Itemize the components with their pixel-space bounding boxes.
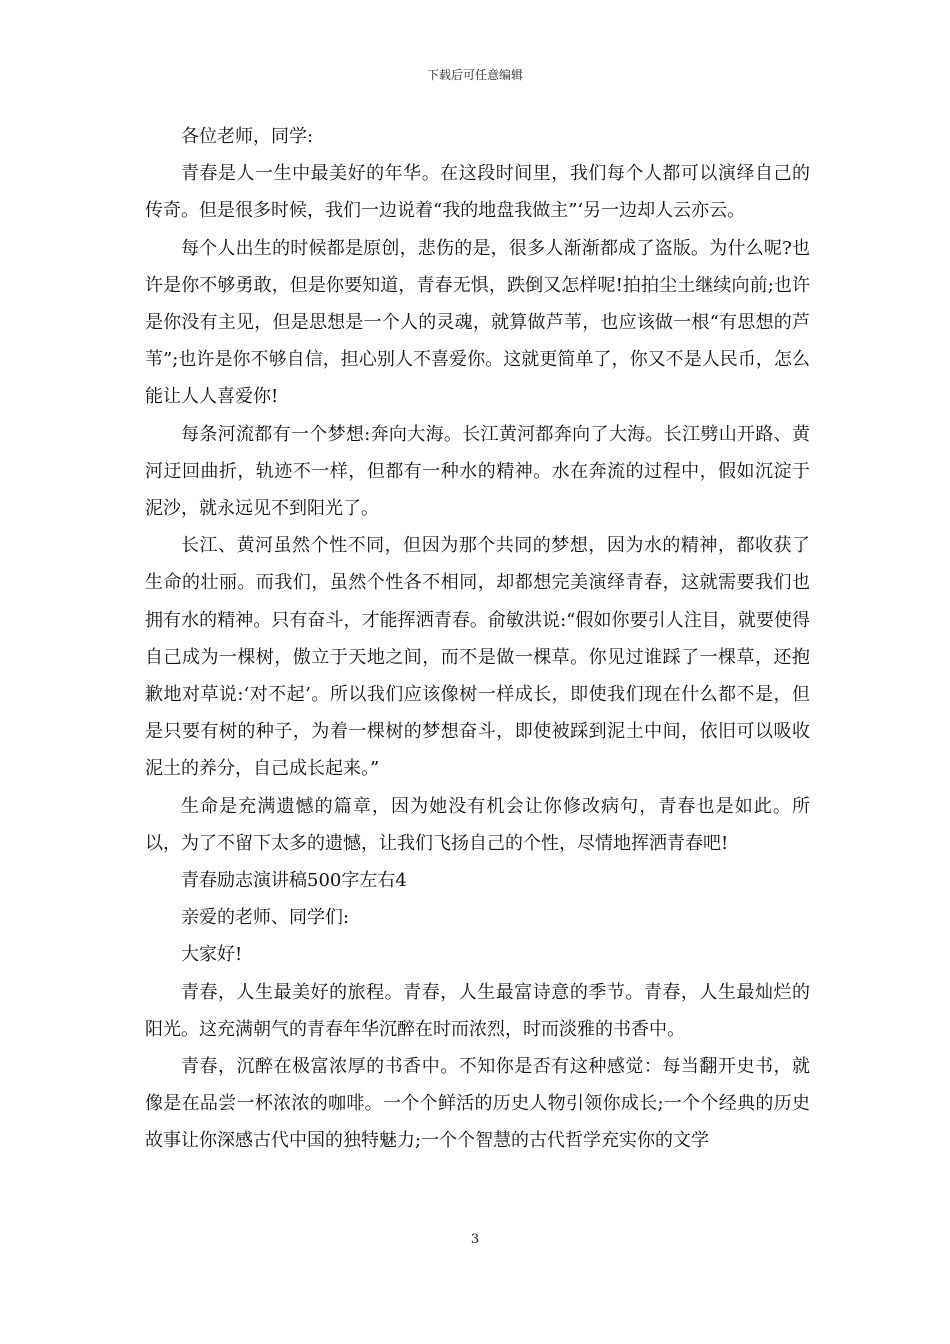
- paragraph-salutation: 亲爱的老师、同学们:: [181, 907, 350, 929]
- paragraph: 每个人出生的时候都是原创，悲伤的是，很多人渐渐都成了盗版。为什么呢?也许是你不够勇敢，但是你要知道，青春无惧，跌倒又怎样呢!拍拍尘土继续向前;也许是你没有主见，但是思想是一个人的灵魂，就算做芦苇，也应该做一根“有思想的芦苇”;也许是你不够自信，担心别人不喜爱你。这就更简单了，你又不是人民币，怎么能让人人喜爱你!: [145, 237, 810, 408]
- document-body: [145, 118, 810, 1160]
- page-number: 3: [470, 1232, 480, 1247]
- section-title: 青春励志演讲稿500字左右4: [181, 870, 407, 892]
- paragraph: 长江、黄河虽然个性不同，但因为那个共同的梦想，因为水的精神，都收获了生命的壮丽。而我们，虽然个性各不相同，却都想完美演绎青春，这就需要我们也拥有水的精神。只有奋斗，才能挥洒青春。俞敏洪说:“假如你要引人注目，就要使得自己成为一棵树，傲立于天地之间，而不是做一棵草。你见过谁踩了一棵草，还抱歉地对草说:‘对不起’。所以我们应该像树一样成长，即使我们现在什么都不是，但是只要有树的种子，为着一棵树的梦想奋斗，即使被踩到泥土中间，依旧可以吸收泥土的养分，自己成长起来。”: [145, 535, 810, 780]
- paragraph-greeting: 各位老师，同学:: [181, 126, 314, 147]
- paragraph-greeting: 大家好!: [181, 944, 243, 966]
- paragraph: 青春是人一生中最美好的年华。在这段时间里，我们每个人都可以演绎自己的传奇。但是很多时候，我们一边说着“我的地盘我做主”‘另一边却人云亦云。: [145, 163, 810, 222]
- paragraph: 生命是充满遗憾的篇章，因为她没有机会让你修改病句，青春也是如此。所以，为了不留下太多的遗憾，让我们飞扬自己的个性，尽情地挥洒青春吧!: [145, 795, 810, 854]
- paragraph: 青春，沉醉在极富浓厚的书香中。不知你是否有这种感觉：每当翻开史书，就像是在品尝一杯浓浓的咖啡。一个个鲜活的历史人物引领你成长;一个个经典的历史故事让你深感古代中国的独特魅力;一个个智慧的古代哲学充实你的文学: [145, 1056, 810, 1152]
- paragraph: 每条河流都有一个梦想:奔向大海。长江黄河都奔向了大海。长江劈山开路、黄河迂回曲折，轨迹不一样，但都有一种水的精神。水在奔流的过程中，假如沉淀于泥沙，就永远见不到阳光了。: [145, 423, 810, 520]
- header-note: 下载后可任意编辑: [426, 68, 523, 82]
- paragraph: 青春，人生最美好的旅程。青春，人生最富诗意的季节。青春，人生最灿烂的阳光。这充满朝气的青春年华沉醉在时而浓烈，时而淡雅的书香中。: [145, 981, 810, 1040]
